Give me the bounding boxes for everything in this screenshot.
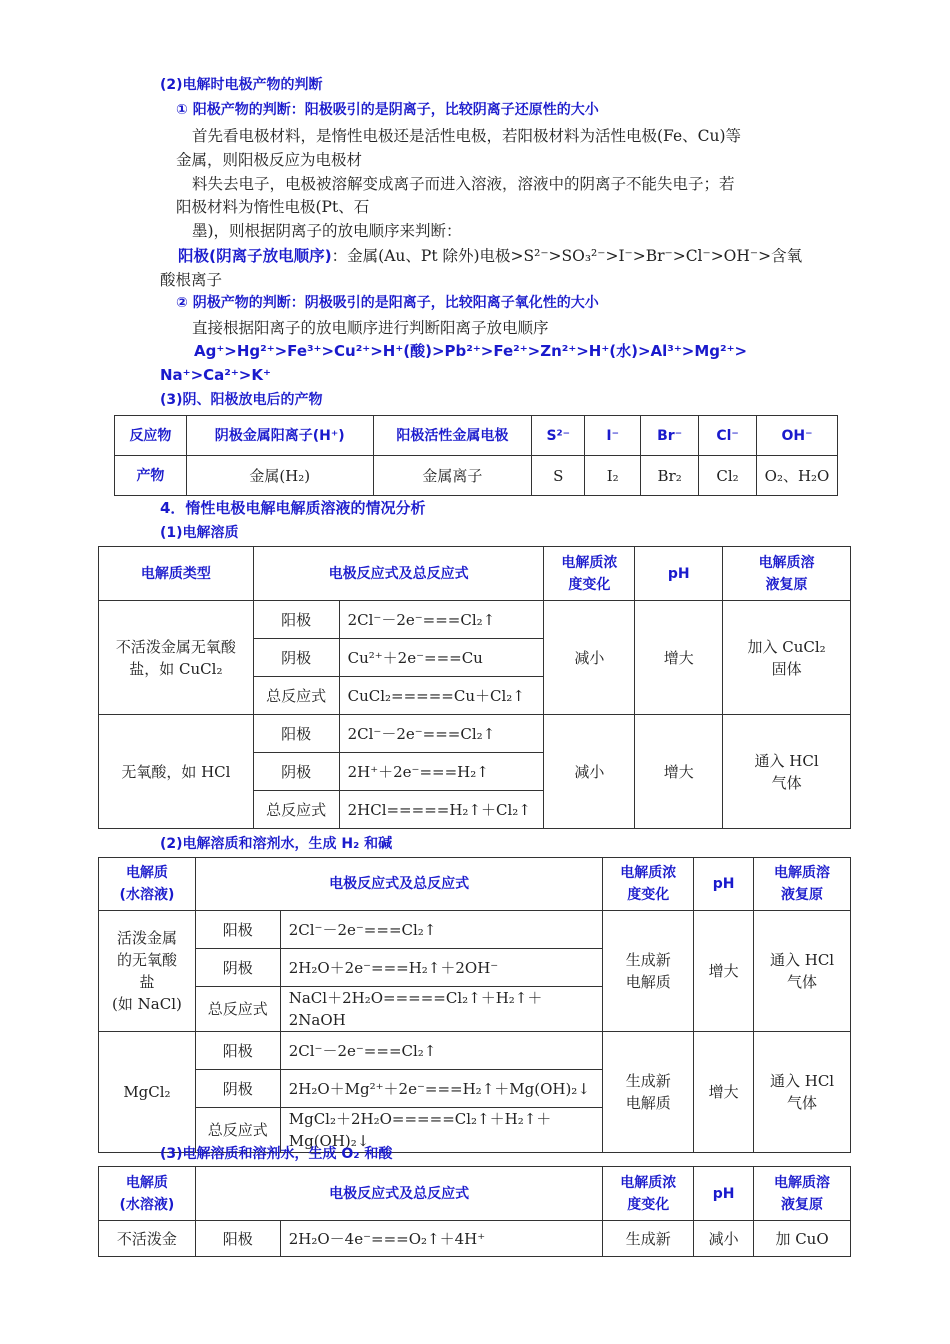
equation: Cu²⁺＋2e⁻===Cu xyxy=(339,639,544,677)
electrolyte-type: 不活泼金 xyxy=(99,1221,196,1257)
anion-order-line xyxy=(178,245,802,267)
electrolysis-solute-table xyxy=(98,546,851,829)
header-cell: 电极反应式及总反应式 xyxy=(253,547,544,601)
header-cell: 电极反应式及总反应式 xyxy=(195,858,602,911)
header-cell: Br⁻ xyxy=(641,416,699,456)
restore-method: 加入 CuCl₂ 固体 xyxy=(723,601,851,715)
products-row xyxy=(115,456,838,496)
header-cell: 电解质浓 度变化 xyxy=(544,547,635,601)
header-cell: I⁻ xyxy=(585,416,641,456)
header-cell: 反应物 xyxy=(115,416,187,456)
products-header-row xyxy=(115,416,838,456)
cation-order-line2: Na⁺>Ca²⁺>K⁺ xyxy=(160,366,271,384)
equation: CuCl₂=====Cu＋Cl₂↑ xyxy=(339,677,544,715)
header-cell: 电解质 (水溶液) xyxy=(99,858,196,911)
electrode-label: 阴极 xyxy=(195,1070,280,1108)
header-cell: 电极反应式及总反应式 xyxy=(195,1167,602,1221)
conc-change: 减小 xyxy=(544,715,635,829)
ph-change: 增大 xyxy=(694,1032,754,1153)
equation: 2H₂O－4e⁻===O₂↑＋4H⁺ xyxy=(280,1221,603,1257)
restore-method: 加 CuO xyxy=(754,1221,851,1257)
table-cell: Br₂ xyxy=(641,456,699,496)
header-cell: 阴极金属阳离子(H⁺) xyxy=(186,416,373,456)
ph-change: 增大 xyxy=(635,715,723,829)
header-cell: S²⁻ xyxy=(532,416,585,456)
anode-heading: ① 阳极产物的判断：阳极吸引的是阴离子，比较阴离子还原性的大小 xyxy=(176,102,599,118)
electrode-label: 阳极 xyxy=(195,911,280,949)
equation: 2Cl⁻－2e⁻===Cl₂↑ xyxy=(280,1032,603,1070)
restore-method: 通入 HCl 气体 xyxy=(754,1032,851,1153)
table-cell: 金属离子 xyxy=(373,456,532,496)
para1-line5: 墨)，则根据阴离子的放电顺序来判断： xyxy=(192,222,462,240)
header-cell: 电解质溶 液复原 xyxy=(723,547,851,601)
section-heading-3: (3)阴、阳极放电后的产物 xyxy=(160,392,323,408)
para1-line1: 首先看电极材料，是惰性电极还是活性电极，若阳极材料为活性电极(Fe、Cu)等 xyxy=(192,127,742,145)
ph-change: 减小 xyxy=(694,1221,754,1257)
equation: 2Cl⁻－2e⁻===Cl₂↑ xyxy=(280,911,603,949)
table-cell: I₂ xyxy=(585,456,641,496)
header-cell: pH xyxy=(694,858,754,911)
table-row xyxy=(99,601,851,639)
electrode-label: 总反应式 xyxy=(253,791,339,829)
table-cell: 金属(H₂) xyxy=(186,456,373,496)
section-heading-4-2: (2)电解溶质和溶剂水，生成 H₂ 和碱 xyxy=(160,836,393,852)
restore-method: 通入 HCl 气体 xyxy=(754,911,851,1032)
equation: MgCl₂＋2H₂O=====Cl₂↑＋H₂↑＋Mg(OH)₂↓ xyxy=(280,1108,603,1153)
table-cell: Cl₂ xyxy=(699,456,757,496)
conc-change: 生成新 xyxy=(603,1221,694,1257)
header-cell: pH xyxy=(635,547,723,601)
equation: NaCl＋2H₂O=====Cl₂↑＋H₂↑＋2NaOH xyxy=(280,987,603,1032)
header-cell: 电解质溶 液复原 xyxy=(754,1167,851,1221)
header-cell: 电解质 (水溶液) xyxy=(99,1167,196,1221)
para2: 直接根据阳离子的放电顺序进行判断阳离子放电顺序 xyxy=(192,319,549,337)
header-cell: Cl⁻ xyxy=(699,416,757,456)
conc-change: 生成新 电解质 xyxy=(603,911,694,1032)
table-row xyxy=(99,911,851,949)
anion-order-line2: 酸根离子 xyxy=(160,271,223,289)
table-cell: S xyxy=(532,456,585,496)
para1-line2: 金属，则阳极反应为电极材 xyxy=(176,151,363,169)
anion-order-label: 阳极(阴离子放电顺序) xyxy=(178,247,332,265)
section-heading-4: 4．惰性电极电解电解质溶液的情况分析 xyxy=(160,499,426,517)
equation: 2HCl=====H₂↑＋Cl₂↑ xyxy=(339,791,544,829)
electrode-label: 阳极 xyxy=(253,601,339,639)
section-heading-4-1: (1)电解溶质 xyxy=(160,525,239,541)
electrode-label: 阳极 xyxy=(195,1032,280,1070)
electrolysis-o2-acid-table xyxy=(98,1166,851,1257)
section-heading-4-3: (3)电解溶质和溶剂水，生成 O₂ 和酸 xyxy=(160,1146,393,1162)
electrolyte-type: 活泼金属 的无氧酸 盐 (如 NaCl) xyxy=(99,911,196,1032)
restore-method: 通入 HCl 气体 xyxy=(723,715,851,829)
ph-change: 增大 xyxy=(635,601,723,715)
table-header-row xyxy=(99,858,851,911)
electrode-label: 阴极 xyxy=(253,753,339,791)
electrolyte-type: 不活泼金属无氧酸 盐，如 CuCl₂ xyxy=(99,601,254,715)
table-cell: O₂、H₂O xyxy=(757,456,838,496)
header-cell: 阳极活性金属电极 xyxy=(373,416,532,456)
electrode-label: 总反应式 xyxy=(195,1108,280,1153)
equation: 2Cl⁻－2e⁻===Cl₂↑ xyxy=(339,601,544,639)
electrode-label: 阴极 xyxy=(195,949,280,987)
anion-order-text: ：金属(Au、Pt 除外)电极>S²⁻>SO₃²⁻>I⁻>Br⁻>Cl⁻>OH⁻>含氧 xyxy=(331,247,803,265)
header-cell: 电解质类型 xyxy=(99,547,254,601)
header-cell: 电解质溶 液复原 xyxy=(754,858,851,911)
table-row xyxy=(99,1032,851,1070)
equation: 2H₂O＋2e⁻===H₂↑＋2OH⁻ xyxy=(280,949,603,987)
cation-order-line1: Ag⁺>Hg²⁺>Fe³⁺>Cu²⁺>H⁺(酸)>Pb²⁺>Fe²⁺>Zn²⁺>H⁺(水)>Al³⁺>Mg²⁺> xyxy=(194,342,748,360)
para1-line4: 阳极材料为惰性电极(Pt、石 xyxy=(176,198,370,216)
equation: 2H₂O＋Mg²⁺＋2e⁻===H₂↑＋Mg(OH)₂↓ xyxy=(280,1070,603,1108)
electrode-label: 总反应式 xyxy=(195,987,280,1032)
electrolysis-h2-base-table xyxy=(98,857,851,1153)
para1-line3: 料失去电子，电极被溶解变成离子而进入溶液，溶液中的阴离子不能失电子；若 xyxy=(192,175,735,193)
table-header-row xyxy=(99,547,851,601)
header-cell: OH⁻ xyxy=(757,416,838,456)
electrode-label: 阳极 xyxy=(195,1221,280,1257)
conc-change: 减小 xyxy=(544,601,635,715)
section-heading-2: (2)电解时电极产物的判断 xyxy=(160,77,323,93)
electrode-label: 阴极 xyxy=(253,639,339,677)
equation: 2H⁺＋2e⁻===H₂↑ xyxy=(339,753,544,791)
electrode-label: 总反应式 xyxy=(253,677,339,715)
equation: 2Cl⁻－2e⁻===Cl₂↑ xyxy=(339,715,544,753)
row-label: 产物 xyxy=(115,456,187,496)
ph-change: 增大 xyxy=(694,911,754,1032)
cathode-heading: ② 阴极产物的判断：阴极吸引的是阳离子，比较阳离子氧化性的大小 xyxy=(176,295,599,311)
header-cell: pH xyxy=(694,1167,754,1221)
electrode-label: 阳极 xyxy=(253,715,339,753)
table-row xyxy=(99,1221,851,1257)
table-row xyxy=(99,715,851,753)
electrolyte-type: 无氧酸，如 HCl xyxy=(99,715,254,829)
table-header-row xyxy=(99,1167,851,1221)
electrolyte-type: MgCl₂ xyxy=(99,1032,196,1153)
header-cell: 电解质浓 度变化 xyxy=(603,1167,694,1221)
header-cell: 电解质浓 度变化 xyxy=(603,858,694,911)
conc-change: 生成新 电解质 xyxy=(603,1032,694,1153)
products-table xyxy=(114,415,838,496)
